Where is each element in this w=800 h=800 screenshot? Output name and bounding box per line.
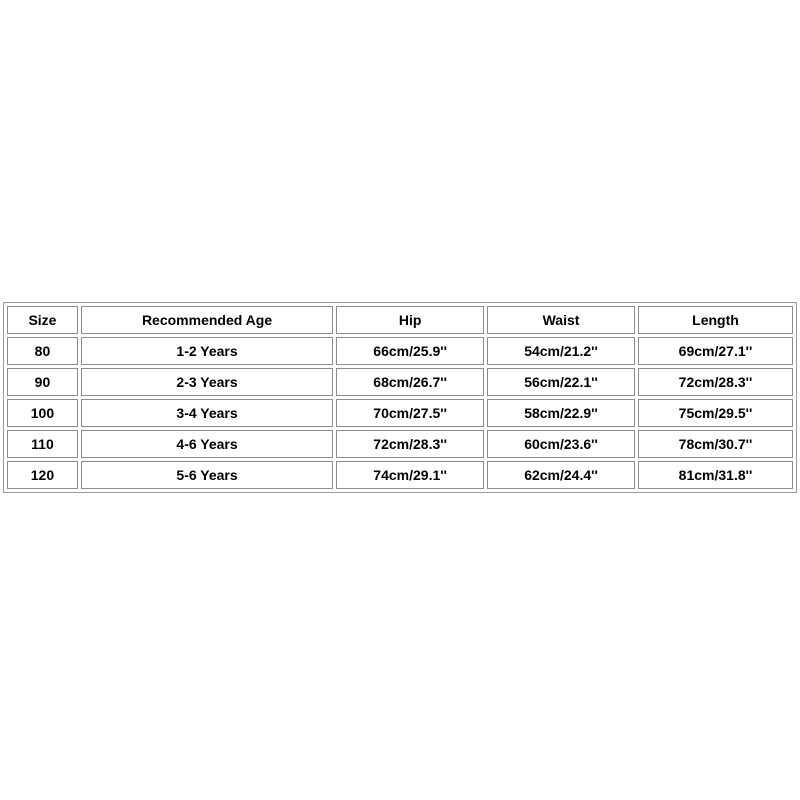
cell-size: 120 [7, 461, 78, 489]
cell-waist: 60cm/23.6'' [487, 430, 635, 458]
cell-recommended-age: 3-4 Years [81, 399, 333, 427]
table-header-row [7, 306, 793, 334]
table-row [7, 461, 793, 489]
cell-length: 81cm/31.8'' [638, 461, 793, 489]
size-chart-table [3, 302, 797, 493]
cell-recommended-age: 2-3 Years [81, 368, 333, 396]
cell-size: 80 [7, 337, 78, 365]
table-row [7, 337, 793, 365]
cell-hip: 72cm/28.3'' [336, 430, 484, 458]
header-waist: Waist [487, 306, 635, 334]
cell-size: 90 [7, 368, 78, 396]
cell-size: 100 [7, 399, 78, 427]
cell-waist: 58cm/22.9'' [487, 399, 635, 427]
table-row [7, 368, 793, 396]
header-hip: Hip [336, 306, 484, 334]
header-size: Size [7, 306, 78, 334]
cell-size: 110 [7, 430, 78, 458]
cell-hip: 66cm/25.9'' [336, 337, 484, 365]
cell-length: 72cm/28.3'' [638, 368, 793, 396]
cell-length: 78cm/30.7'' [638, 430, 793, 458]
cell-recommended-age: 1-2 Years [81, 337, 333, 365]
cell-hip: 74cm/29.1'' [336, 461, 484, 489]
table-row [7, 430, 793, 458]
cell-waist: 54cm/21.2'' [487, 337, 635, 365]
cell-recommended-age: 5-6 Years [81, 461, 333, 489]
cell-length: 75cm/29.5'' [638, 399, 793, 427]
cell-recommended-age: 4-6 Years [81, 430, 333, 458]
header-length: Length [638, 306, 793, 334]
cell-hip: 70cm/27.5'' [336, 399, 484, 427]
cell-waist: 62cm/24.4'' [487, 461, 635, 489]
cell-length: 69cm/27.1'' [638, 337, 793, 365]
header-recommended-age: Recommended Age [81, 306, 333, 334]
cell-hip: 68cm/26.7'' [336, 368, 484, 396]
cell-waist: 56cm/22.1'' [487, 368, 635, 396]
table-row [7, 399, 793, 427]
